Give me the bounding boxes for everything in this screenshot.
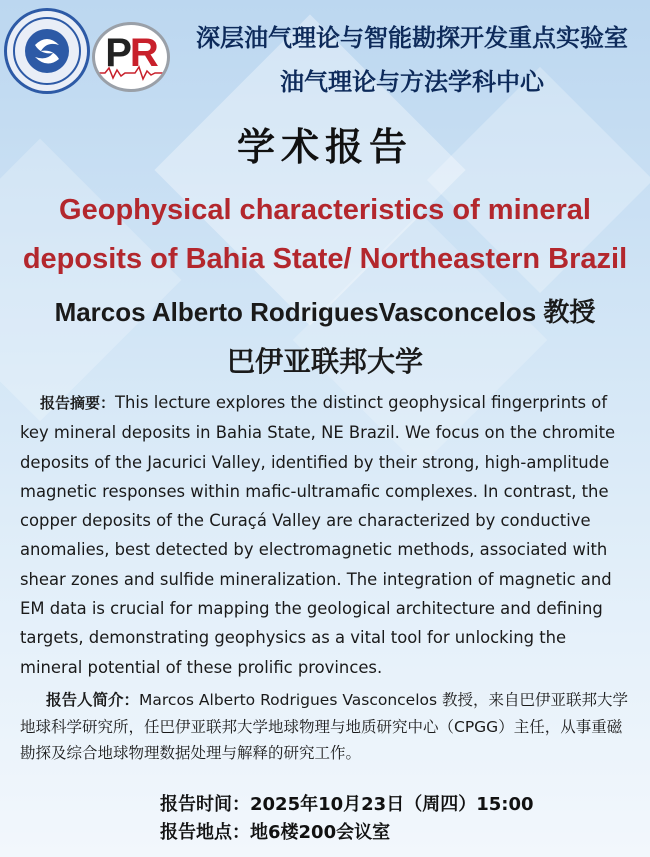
abstract-section xyxy=(20,388,632,682)
report-heading: 学术报告 xyxy=(236,125,413,169)
event-place xyxy=(160,818,390,844)
bio-label: 报告人简介： xyxy=(46,691,140,709)
bio-text: Marcos Alberto Rodrigues Vasconcelos 教授，来自巴伊亚联邦大学地球科学研究所，任巴伊亚联邦大学地球物理与地质研究中心（CPGG）主任，从事重磁勘探及综合地球物理数据处理与解释的研究工作。 xyxy=(20,691,629,762)
place-label: 报告地点： xyxy=(160,822,250,843)
time-value: 2025年10月23日（周四）15:00 xyxy=(250,794,534,815)
abstract-text: This lecture explores the distinct geophysical fingerprints of key mineral deposits in Bahia State, NE Brazil. We focus on the chromite deposits of the Jacurici Valley, identified by their strong, high-amplitude magnetic responses within mafic-ultramafic complexes. In contrast, the copper deposits of the Curaçá Valley are characterized by conductive anomalies, best detected by electromagnetic methods, associated with shear zones and sulfide mineralization. The integration of magnetic and EM data is crucial for mapping the geological architecture and defining targets, demonstrating geophysics as a vital tool for unlocking the mineral potential of these prolific provinces. xyxy=(20,393,616,677)
speaker-university: 巴伊亚联邦大学 xyxy=(226,345,423,378)
logo-letter-p: P xyxy=(105,31,130,75)
talk-title-line1: Geophysical characteristics of mineral xyxy=(59,194,591,226)
lab-title: 深层油气理论与智能勘探开发重点实验室 xyxy=(196,24,628,52)
pr-logo xyxy=(92,22,170,92)
university-logo xyxy=(4,8,90,94)
waveform-icon xyxy=(95,65,167,81)
talk-title-line2: deposits of Bahia State/ Northeastern Brazil xyxy=(22,243,628,275)
university-seal-icon xyxy=(7,11,87,91)
event-time xyxy=(160,790,534,816)
talk-title xyxy=(0,186,650,284)
time-label: 报告时间： xyxy=(160,794,250,815)
logo-letter-r: R xyxy=(129,31,157,75)
center-title: 油气理论与方法学科中心 xyxy=(280,68,544,96)
bio-section xyxy=(20,687,632,767)
place-value: 地6楼200会议室 xyxy=(250,822,391,843)
speaker-name: Marcos Alberto RodriguesVasconcelos 教授 xyxy=(54,297,596,327)
abstract-label: 报告摘要： xyxy=(40,394,116,412)
